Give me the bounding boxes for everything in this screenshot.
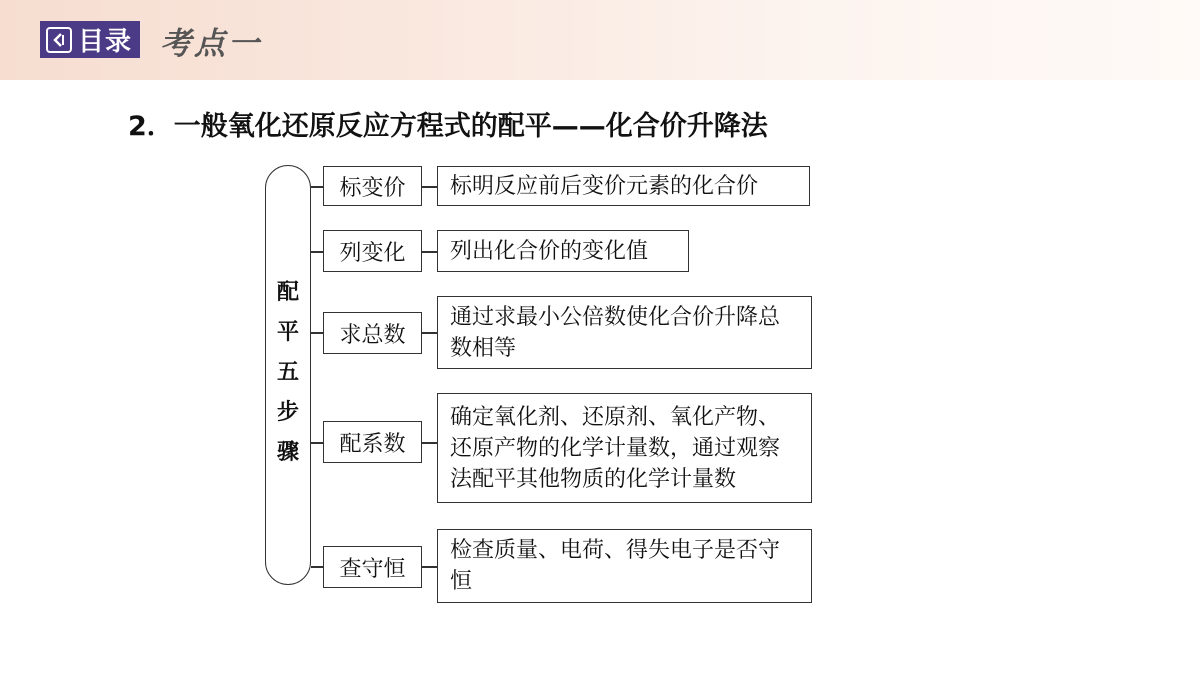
connector-line: [422, 566, 437, 568]
connector-line: [422, 442, 437, 444]
root-label: [265, 272, 311, 472]
step-box: 列变化: [323, 230, 422, 272]
step-box: 配系数: [323, 421, 422, 463]
step-description: 确定氧化剂、还原剂、氧化产物、还原产物的化学计量数，通过观察法配平其他物质的化学计量数: [437, 393, 812, 503]
step-description: 标明反应前后变价元素的化合价: [437, 166, 810, 206]
connector-line: [422, 251, 437, 253]
root-label-char: 步: [276, 399, 299, 425]
page-heading: 2．一般氧化还原反应方程式的配平——化合价升降法: [128, 111, 768, 142]
step-box: 标变价: [323, 166, 422, 206]
step-box: 求总数: [323, 312, 422, 354]
section-title: 考点一: [160, 26, 262, 62]
connector-line: [311, 186, 323, 188]
connector-line: [422, 186, 437, 188]
root-label-char: 骤: [276, 439, 299, 465]
toc-label: 目录: [78, 27, 133, 57]
step-box: 查守恒: [323, 546, 422, 588]
connector-line: [311, 566, 323, 568]
connector-line: [311, 332, 323, 334]
root-label-char: 平: [276, 319, 299, 345]
connector-line: [422, 332, 437, 334]
step-description: 检查质量、电荷、得失电子是否守恒: [437, 529, 812, 603]
connector-line: [311, 251, 323, 253]
connector-line: [311, 442, 323, 444]
root-label-char: 五: [276, 359, 299, 385]
step-description: 列出化合价的变化值: [437, 230, 689, 272]
root-label-char: 配: [276, 279, 299, 305]
step-description: 通过求最小公倍数使化合价升降总数相等: [437, 296, 812, 369]
